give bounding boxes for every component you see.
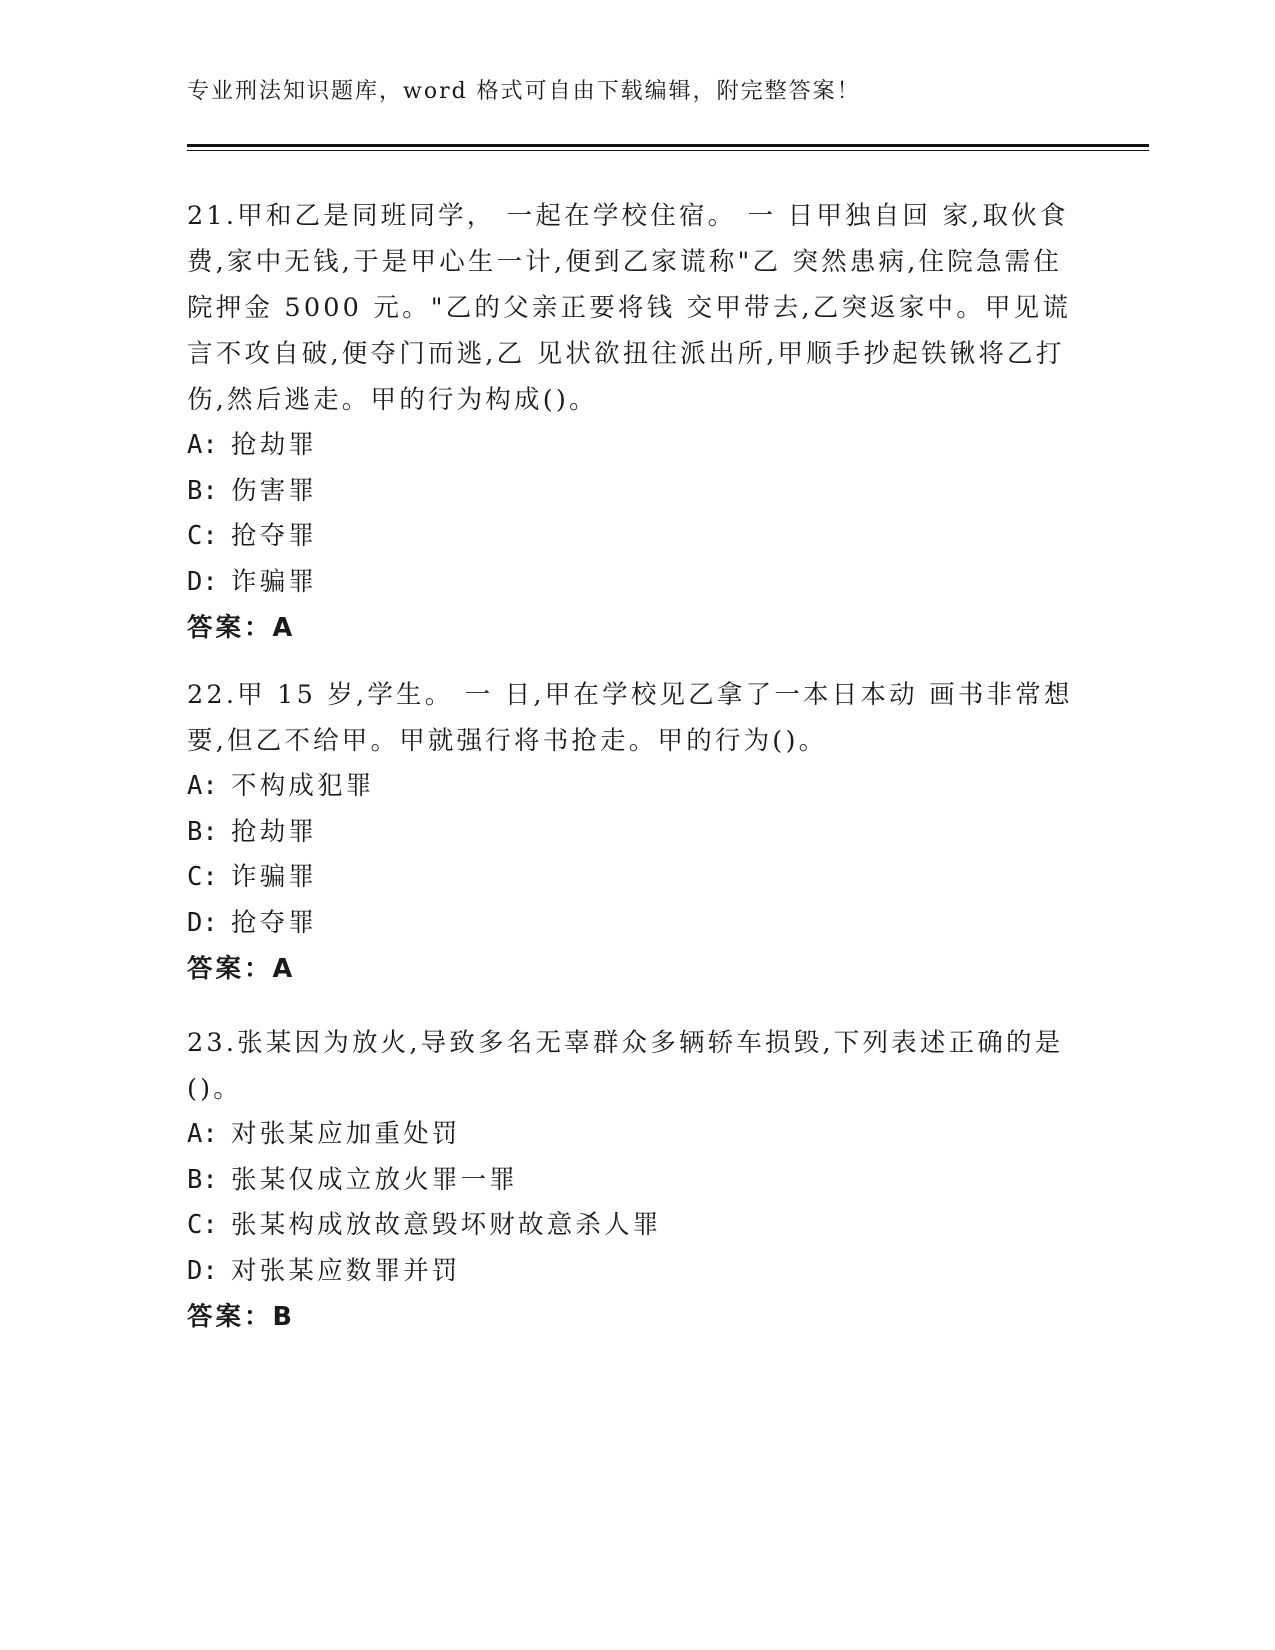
option-letter: D: bbox=[187, 566, 218, 597]
answer-line: 答案：A bbox=[187, 613, 296, 643]
option-letter: D: bbox=[187, 1255, 218, 1286]
option-d bbox=[187, 1249, 1087, 1295]
question-stem: 23.张某因为放火,导致多名无辜群众多辆轿车损毁,下列表述正确的是()。 bbox=[187, 1028, 1064, 1104]
option-letter: A: bbox=[187, 771, 218, 801]
header-rule-thick bbox=[187, 144, 1149, 147]
header-rule-thin bbox=[187, 150, 1149, 151]
option-text: 对张某应数罪并罚 bbox=[231, 1255, 461, 1286]
option-letter: B: bbox=[187, 1164, 218, 1195]
option-letter: C: bbox=[187, 521, 218, 551]
option-c bbox=[187, 1203, 1087, 1249]
option-text: 抢劫罪 bbox=[231, 816, 318, 847]
question-stem: 21.甲和乙是同班同学， 一起在学校住宿。 一 日甲独自回 家,取伙食费,家中无钱,于是甲心生一计,便到乙家谎称"乙 突然患病,住院急需住院押金 5000 元。"乙的父亲正要将钱 交甲带去,乙突返家中。甲见谎言不攻自破,便夺门而逃,乙 见状欲扭往派出所,甲顺手抄起铁锹将乙打伤,然后逃走。甲的行为构成()。 bbox=[187, 201, 1072, 415]
option-a bbox=[187, 1112, 1087, 1158]
option-text: 抢夺罪 bbox=[231, 521, 318, 551]
option-text: 伤害罪 bbox=[231, 475, 318, 506]
option-letter: A: bbox=[187, 430, 218, 460]
question-23 bbox=[187, 1020, 1087, 1340]
option-b bbox=[187, 1158, 1087, 1204]
option-c bbox=[187, 514, 1087, 560]
option-b bbox=[187, 810, 1087, 856]
option-a bbox=[187, 423, 1087, 469]
question-21 bbox=[187, 193, 1087, 651]
answer-line: 答案：B bbox=[187, 1302, 295, 1332]
question-stem: 22.甲 15 岁,学生。 一 日,甲在学校见乙拿了一本日本动 画书非常想要,但乙不给甲。甲就强行将书抢走。甲的行为()。 bbox=[187, 680, 1073, 756]
option-letter: C: bbox=[187, 1210, 218, 1240]
question-22 bbox=[187, 672, 1087, 992]
option-letter: B: bbox=[187, 475, 218, 506]
answer-line: 答案：A bbox=[187, 954, 296, 984]
option-text: 不构成犯罪 bbox=[231, 771, 375, 801]
option-letter: B: bbox=[187, 816, 218, 847]
option-c bbox=[187, 855, 1087, 901]
option-letter: A: bbox=[187, 1119, 218, 1149]
option-letter: C: bbox=[187, 862, 218, 892]
option-b bbox=[187, 469, 1087, 515]
option-text: 诈骗罪 bbox=[231, 566, 318, 597]
option-d bbox=[187, 901, 1087, 947]
option-text: 抢劫罪 bbox=[231, 430, 318, 460]
option-letter: D: bbox=[187, 907, 218, 938]
option-text: 诈骗罪 bbox=[231, 862, 318, 892]
option-d bbox=[187, 560, 1087, 606]
option-text: 张某构成放故意毁坏财故意杀人罪 bbox=[231, 1210, 662, 1240]
option-text: 抢夺罪 bbox=[231, 907, 318, 938]
option-text: 张某仅成立放火罪一罪 bbox=[231, 1164, 519, 1195]
page-header: 专业刑法知识题库，word 格式可自由下载编辑，附完整答案！ bbox=[187, 79, 861, 104]
option-text: 对张某应加重处罚 bbox=[231, 1119, 461, 1149]
option-a bbox=[187, 764, 1087, 810]
